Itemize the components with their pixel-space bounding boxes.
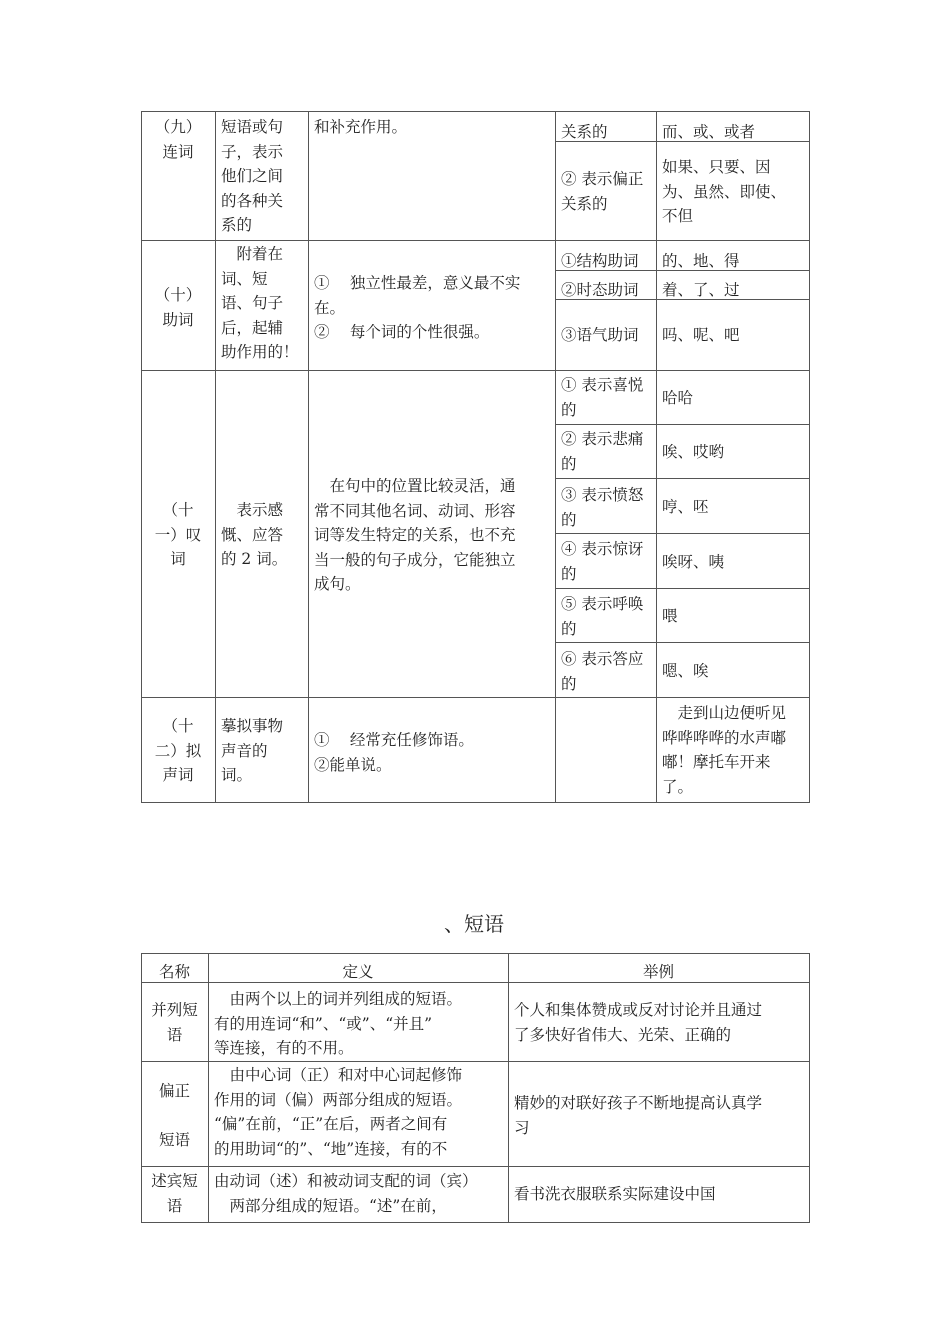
subtype-label: ② 表示悲痛 的 <box>561 430 644 473</box>
word-class-meaning: 表示感 慨、应答 的 2 词。 <box>221 501 288 568</box>
table-rule <box>141 111 810 112</box>
subtype-label: ①结构助词 <box>561 252 639 270</box>
subtype-label: ③语气助词 <box>561 326 639 344</box>
word-class-feature: 和补充作用。 <box>314 118 408 136</box>
subtype-example: 哼、呸 <box>662 498 709 516</box>
word-class-feature: ① 经常充任修饰语。 ②能单说。 <box>314 731 474 774</box>
phrase-definition: 由两个以上的词并列组成的短语。 有的用连词“和”、“或”、“并且” 等连接，有的不用。 <box>214 990 463 1057</box>
table-rule <box>555 642 810 643</box>
section-title: 、短语 <box>444 912 504 936</box>
table-rule <box>141 1166 810 1167</box>
word-class-name: （九） 连词 <box>154 118 202 161</box>
subtype-label: ②时态助词 <box>561 281 639 299</box>
subtype-label: ④ 表示惊讶 的 <box>561 540 644 583</box>
phrase-example: 看书洗衣服联系实际建设中国 <box>514 1185 716 1203</box>
table-rule <box>809 953 810 1223</box>
subtype-example: 的、地、得 <box>662 252 740 270</box>
word-class-meaning: 摹拟事物 声音的 词。 <box>221 717 284 784</box>
word-class-name: （十 二）拟 声词 <box>154 717 202 784</box>
table-rule <box>141 697 810 698</box>
column-header: 名称 <box>158 963 190 981</box>
subtype-example: 而、或、或者 <box>662 123 756 141</box>
word-class-name: （十 一）叹 词 <box>154 501 202 568</box>
word-class-feature: ① 独立性最差，意义最不实 在。 ② 每个词的个性很强。 <box>314 274 521 341</box>
table-rule <box>141 240 810 241</box>
table-rule <box>141 111 142 803</box>
subtype-example: 吗、呢、吧 <box>662 326 740 344</box>
column-header: 定义 <box>342 963 374 981</box>
table-rule <box>141 370 810 371</box>
subtype-label: 关系的 <box>561 123 608 141</box>
table-rule <box>141 802 810 803</box>
subtype-label: ⑤ 表示呼唤 的 <box>561 595 644 638</box>
phrase-definition: 由中心词（正）和对中心词起修饰 作用的词（偏）两部分组成的短语。 “偏”在前，“正”在后，两者之间有 的用助词“的”、“地”连接，有的不 <box>214 1066 463 1158</box>
phrase-name: 并列短 语 <box>151 1001 198 1044</box>
subtype-example: 着、了、过 <box>662 281 740 299</box>
phrase-table <box>141 953 810 1223</box>
table-rule <box>555 424 810 425</box>
table-rule <box>555 588 810 589</box>
subtype-example: 唉呀、咦 <box>662 553 725 571</box>
subtype-label: ⑥ 表示答应 的 <box>561 650 644 693</box>
subtype-label: ③ 表示愤怒 的 <box>561 486 644 529</box>
word-class-table <box>141 111 810 803</box>
table-rule <box>141 953 810 954</box>
table-rule <box>141 1222 810 1223</box>
phrase-name: 偏正 短语 <box>158 1082 190 1149</box>
table-rule <box>555 533 810 534</box>
phrase-example: 个人和集体赞成或反对讨论并且通过 了多快好省伟大、光荣、正确的 <box>514 1001 763 1044</box>
word-class-feature: 在句中的位置比较灵活，通 常不同其他名词、动词、形容 词等发生特定的关系，也不充 当一般的句子成分，它能独立 成句。 <box>314 477 516 593</box>
subtype-example: 唉、哎哟 <box>662 443 725 461</box>
word-class-name: （十） 助词 <box>154 286 202 329</box>
table-rule <box>555 478 810 479</box>
word-class-meaning: 短语或句 子，表示 他们之间 的各种关 系的 <box>221 118 284 234</box>
subtype-example: 喂 <box>662 607 678 625</box>
column-header: 举例 <box>642 963 674 981</box>
phrase-example: 精妙的对联好孩子不断地提高认真学 习 <box>514 1094 763 1137</box>
subtype-example: 走到山边便听见 哗哗哗哗的水声嘟 嘟！摩托车开来 了。 <box>662 704 787 796</box>
subtype-label: ① 表示喜悦 的 <box>561 376 644 419</box>
word-class-meaning: 附着在 词、短 语、句子 后，起辅 助作用的！ <box>221 245 299 361</box>
table-rule <box>308 111 309 803</box>
phrase-definition: 由动词（述）和被动词支配的词（宾） 两部分组成的短语。“述”在前， <box>214 1172 478 1215</box>
subtype-example: 哈哈 <box>662 389 694 407</box>
subtype-example: 如果、只要、因 为、虽然、即使、 不但 <box>662 158 787 225</box>
table-rule <box>141 1061 810 1062</box>
subtype-example: 嗯、唉 <box>662 662 709 680</box>
table-rule <box>809 111 810 803</box>
subtype-label: ② 表示偏正 关系的 <box>561 170 644 213</box>
phrase-name: 述宾短 语 <box>151 1172 198 1215</box>
